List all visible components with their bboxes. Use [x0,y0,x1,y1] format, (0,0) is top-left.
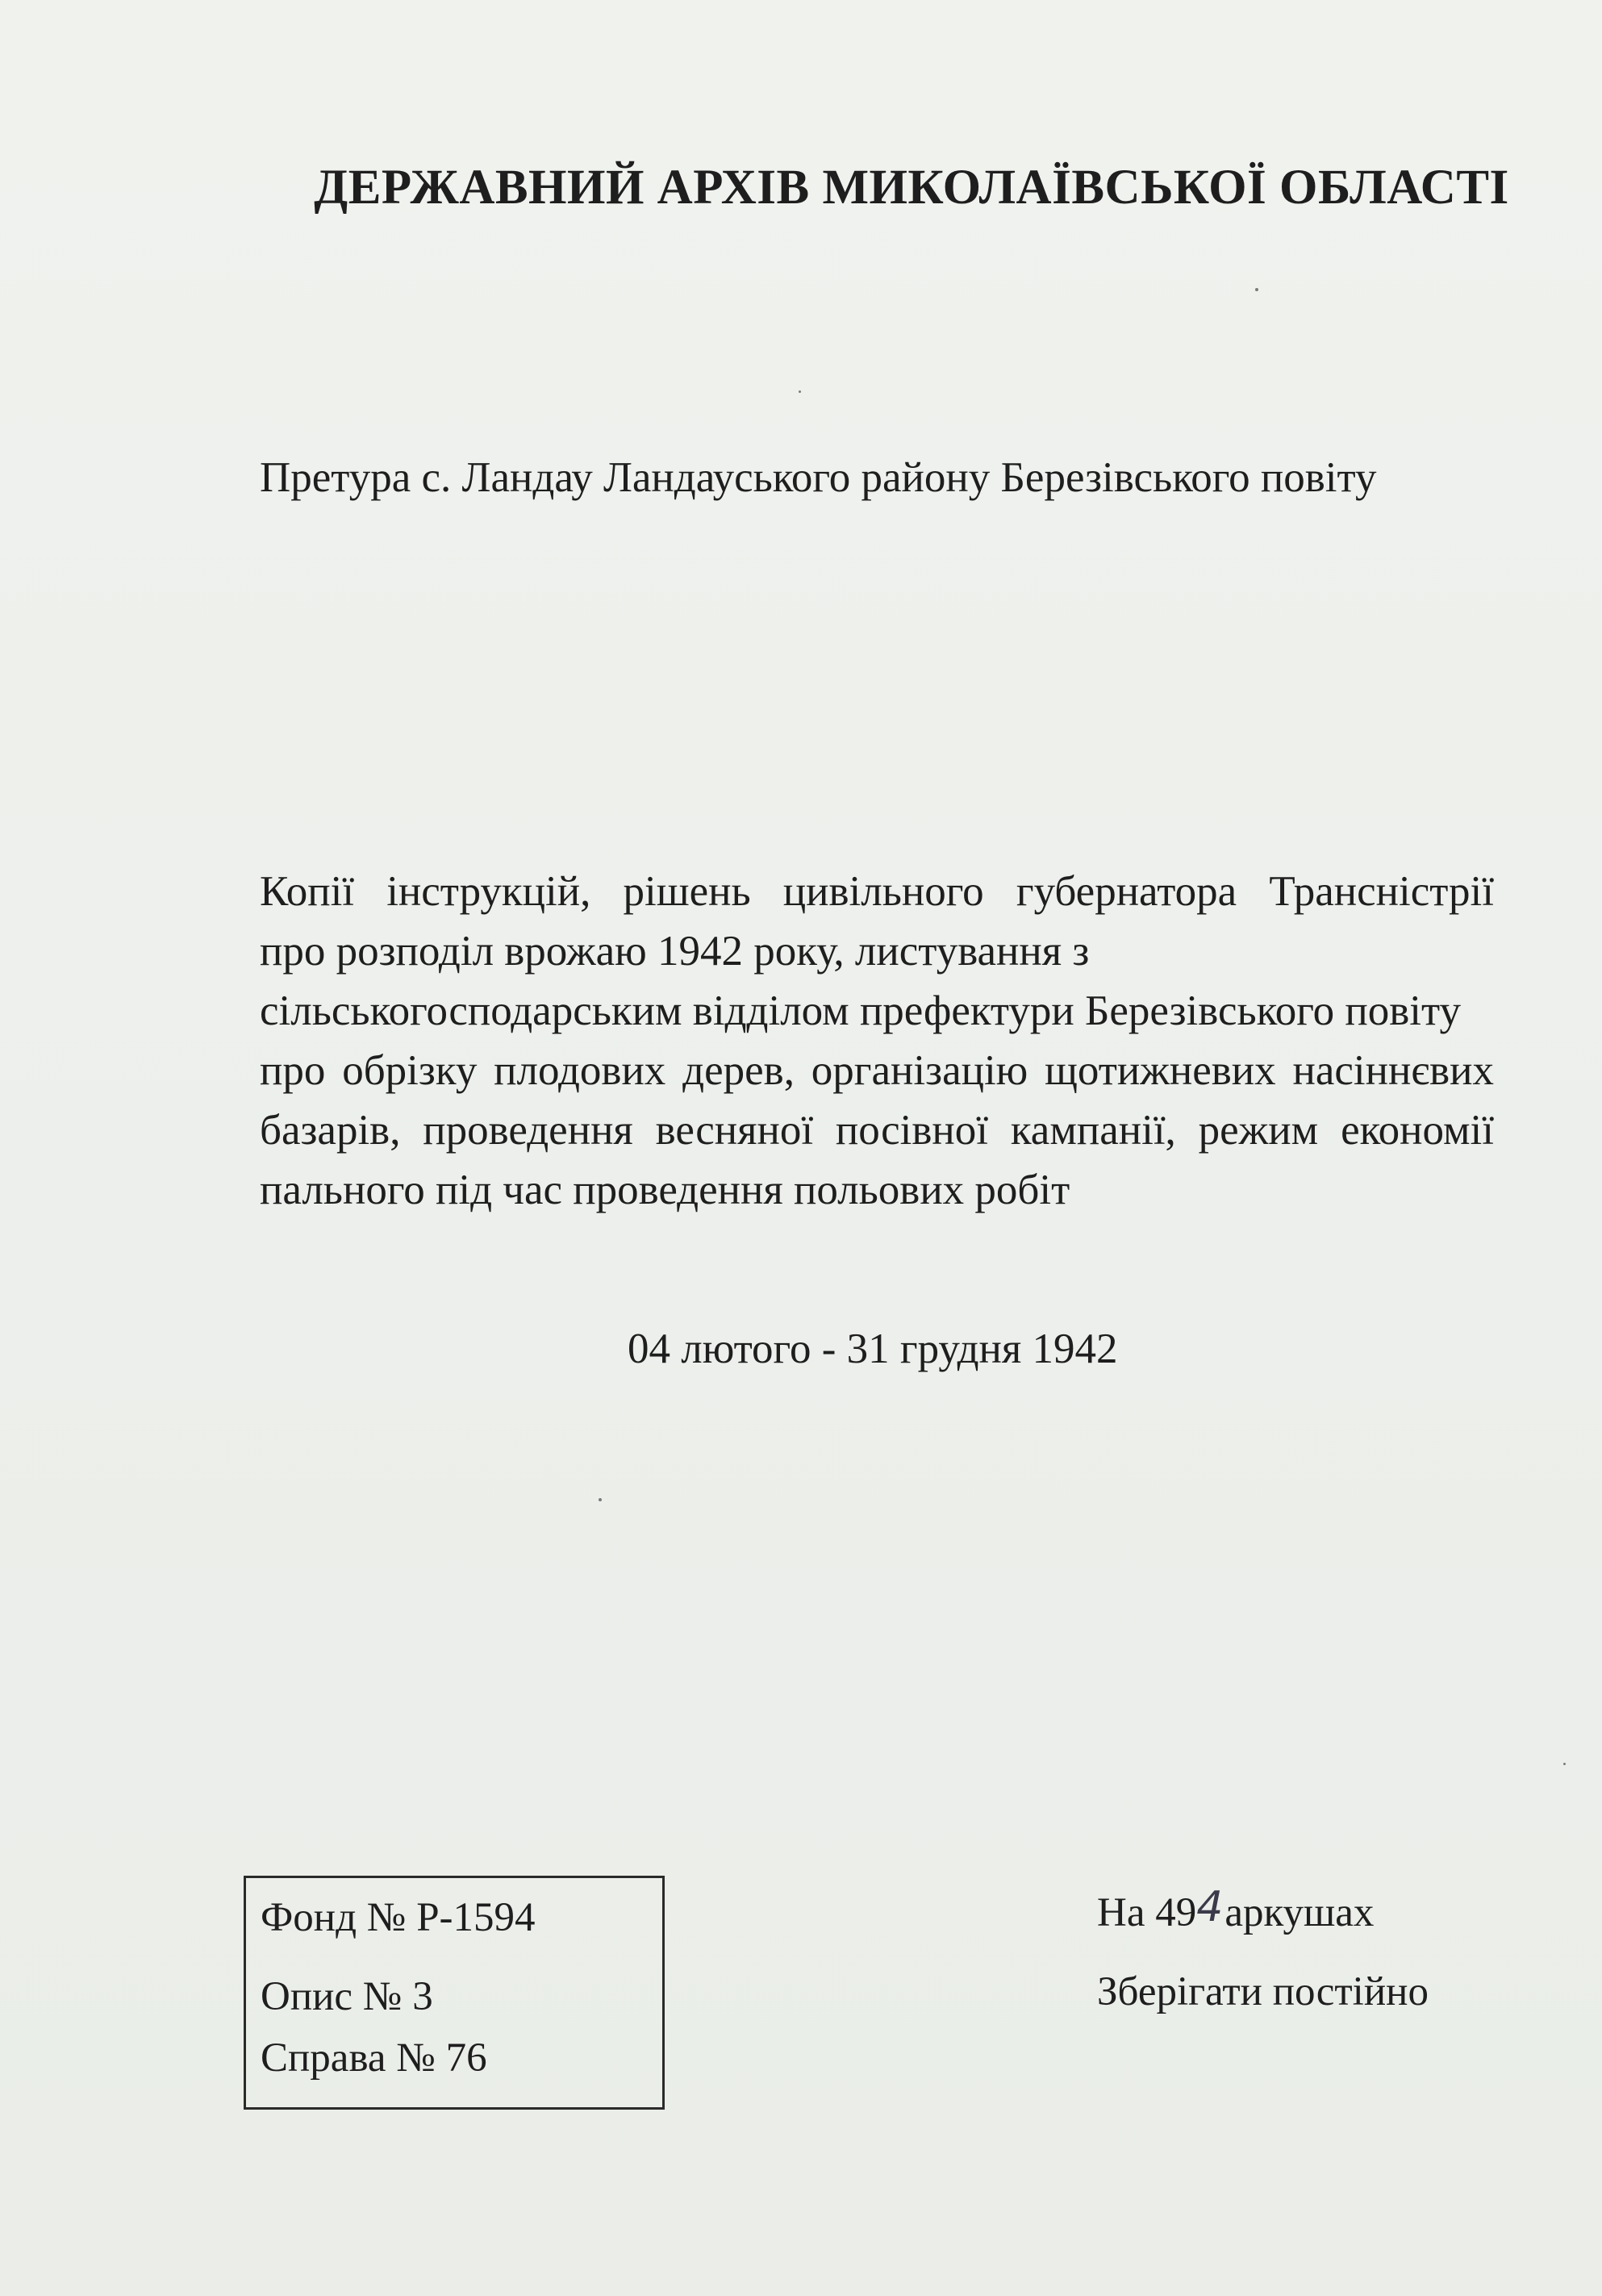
description-line: Копії інструкцій, рішень цивільного губернатора Трансністрії [260,868,1494,915]
handwritten-digit: 4 [1196,1883,1224,1931]
opys-number: Опис № 3 [261,1974,433,2019]
description-line: про розподіл врожаю 1942 року, листування з [260,928,1090,975]
retention-note: Зберігати постійно [1097,1969,1429,2014]
sheet-count [1097,1883,1375,1936]
sheet-count-prefix: На 49 [1097,1890,1197,1935]
description-line: пального під час проведення польових робіт [260,1167,1070,1213]
description-line: про обрізку плодових дерев, організацію щотижневих насіннєвих [260,1047,1494,1094]
fond-number: Фонд № Р-1594 [261,1895,536,1940]
archive-title: ДЕРЖАВНИЙ АРХІВ МИКОЛАЇВСЬКОЇ ОБЛАСТІ [314,161,1509,215]
institution-name: Претура с. Ландау Ландауського району Березівського повіту [260,454,1377,501]
case-description [260,862,1494,1220]
sheet-count-suffix: аркушах [1224,1890,1375,1935]
paper-speck [799,390,801,393]
paper-speck [1563,1763,1566,1765]
sprava-number: Справа № 76 [261,2035,487,2081]
paper-speck [599,1498,602,1501]
date-range: 04 лютого - 31 грудня 1942 [628,1325,1118,1372]
paper-speck [1255,288,1258,291]
description-line: базарів, проведення весняної посівної кампанії, режим економії [260,1107,1494,1154]
description-line: сільськогосподарським відділом префектури Березівського повіту [260,987,1461,1034]
shelf-mark-box [244,1876,665,2110]
